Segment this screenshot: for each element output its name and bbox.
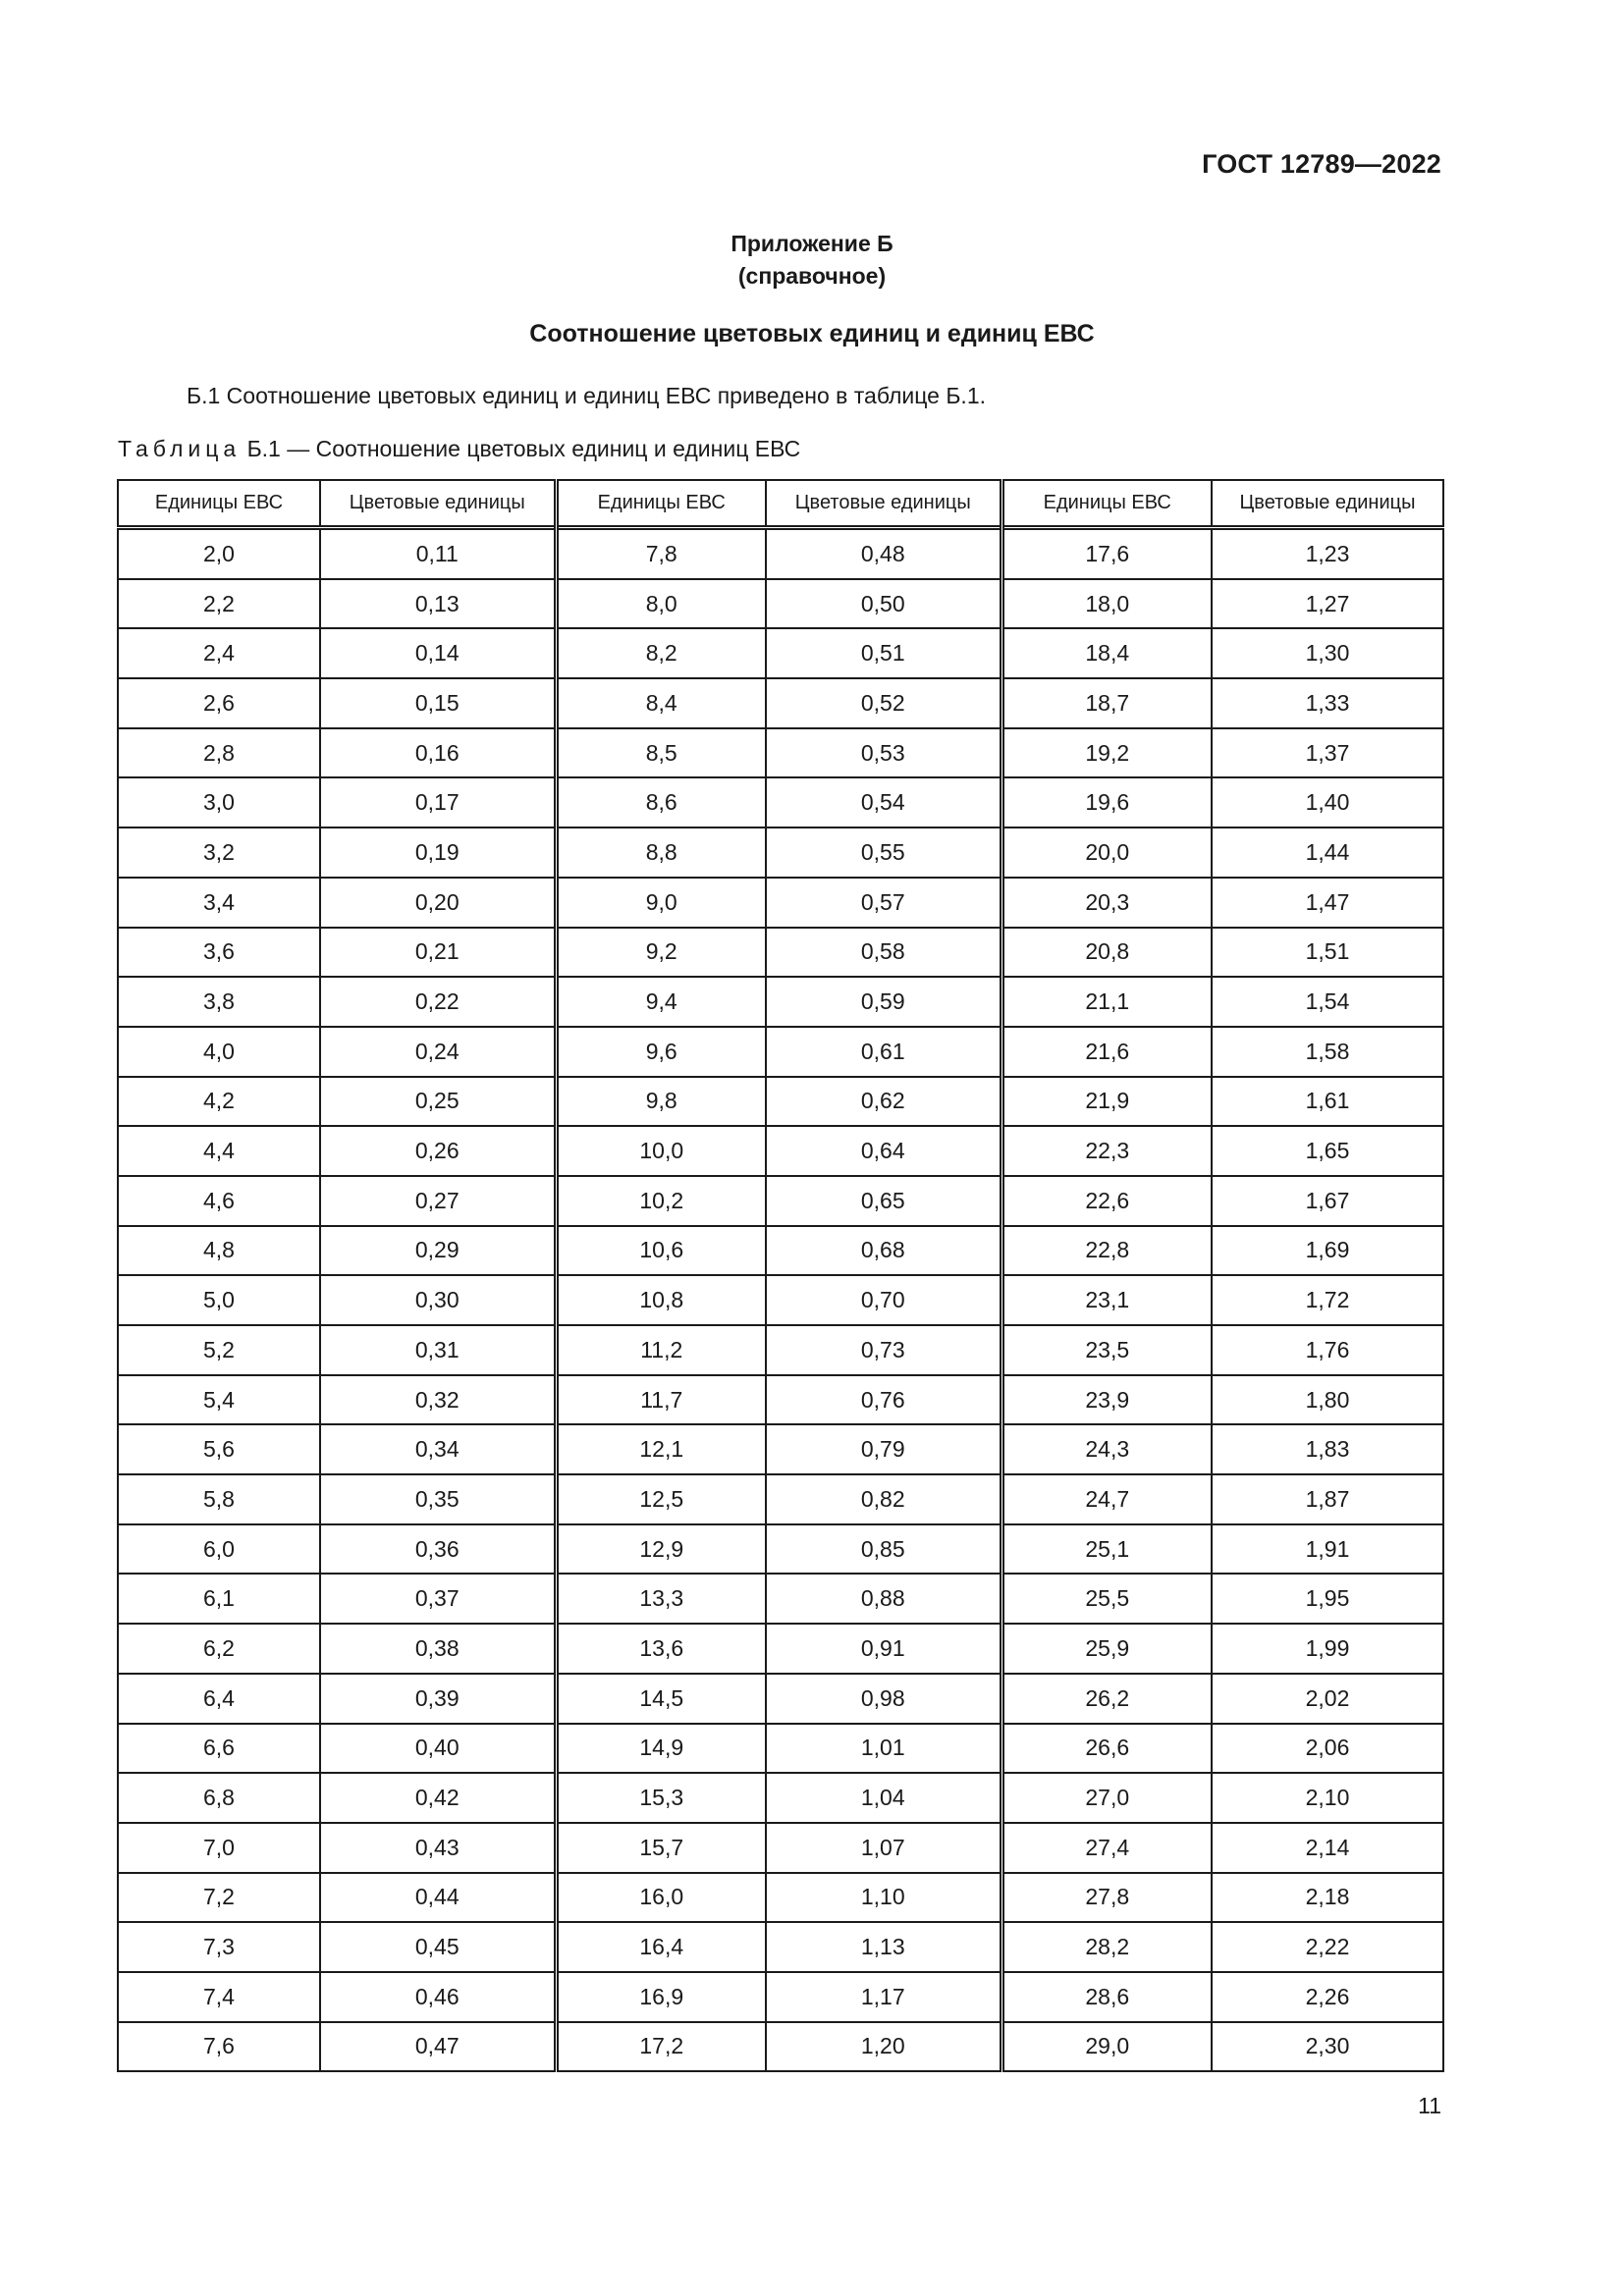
table-cell: 9,2 (556, 928, 766, 978)
table-cell: 0,29 (320, 1226, 556, 1276)
table-cell: 6,4 (118, 1674, 320, 1724)
table-cell: 16,9 (556, 1972, 766, 2022)
table-cell: 1,07 (766, 1823, 1001, 1873)
table-cell: 0,62 (766, 1077, 1001, 1127)
table-cell: 5,4 (118, 1375, 320, 1425)
table-cell: 26,2 (1001, 1674, 1212, 1724)
table-cell: 1,87 (1212, 1474, 1443, 1524)
table-cell: 1,47 (1212, 878, 1443, 928)
table-cell: 1,65 (1212, 1126, 1443, 1176)
table-cell: 0,61 (766, 1027, 1001, 1077)
table-cell: 3,6 (118, 928, 320, 978)
table-cell: 0,54 (766, 777, 1001, 828)
table-cell: 3,8 (118, 977, 320, 1027)
table-cell: 28,6 (1001, 1972, 1212, 2022)
table-cell: 0,11 (320, 528, 556, 579)
table-cell: 0,22 (320, 977, 556, 1027)
table-cell: 1,61 (1212, 1077, 1443, 1127)
table-cell: 0,79 (766, 1424, 1001, 1474)
table-cell: 18,0 (1001, 579, 1212, 629)
annex-subtitle: (справочное) (737, 263, 887, 289)
table-row (118, 1773, 1443, 1823)
table-row (118, 1624, 1443, 1674)
table-row (118, 1176, 1443, 1226)
table-header-cell: Единицы ЕВС (1001, 480, 1212, 528)
table-cell: 5,6 (118, 1424, 320, 1474)
table-cell: 0,68 (766, 1226, 1001, 1276)
table-cell: 8,8 (556, 828, 766, 878)
table-cell: 13,3 (556, 1574, 766, 1624)
table-row (118, 1823, 1443, 1873)
table-cell: 3,0 (118, 777, 320, 828)
table-cell: 2,10 (1212, 1773, 1443, 1823)
conversion-table-container (117, 479, 1442, 2072)
table-cell: 19,2 (1001, 728, 1212, 778)
table-cell: 5,0 (118, 1275, 320, 1325)
section-title: Соотношение цветовых единиц и единиц ЕВС (529, 320, 1095, 347)
table-cell: 1,95 (1212, 1574, 1443, 1624)
table-cell: 8,2 (556, 628, 766, 678)
table-cell: 0,34 (320, 1424, 556, 1474)
table-cell: 8,0 (556, 579, 766, 629)
table-header-cell: Единицы ЕВС (118, 480, 320, 528)
table-cell: 14,5 (556, 1674, 766, 1724)
table-cell: 16,4 (556, 1922, 766, 1972)
table-cell: 17,6 (1001, 528, 1212, 579)
conversion-table (117, 479, 1444, 2072)
table-cell: 1,67 (1212, 1176, 1443, 1226)
table-row (118, 678, 1443, 728)
table-cell: 1,10 (766, 1873, 1001, 1923)
table-cell: 2,22 (1212, 1922, 1443, 1972)
table-cell: 0,43 (320, 1823, 556, 1873)
table-cell: 2,4 (118, 628, 320, 678)
table-cell: 4,8 (118, 1226, 320, 1276)
table-cell: 1,69 (1212, 1226, 1443, 1276)
table-cell: 0,59 (766, 977, 1001, 1027)
table-cell: 26,6 (1001, 1724, 1212, 1774)
table-cell: 0,52 (766, 678, 1001, 728)
table-row (118, 579, 1443, 629)
table-cell: 0,38 (320, 1624, 556, 1674)
table-cell: 2,6 (118, 678, 320, 728)
table-cell: 1,17 (766, 1972, 1001, 2022)
table-cell: 2,18 (1212, 1873, 1443, 1923)
table-row (118, 1077, 1443, 1127)
table-row (118, 1724, 1443, 1774)
table-row (118, 1873, 1443, 1923)
table-cell: 1,23 (1212, 528, 1443, 579)
table-row (118, 2022, 1443, 2072)
table-cell: 8,5 (556, 728, 766, 778)
table-cell: 21,1 (1001, 977, 1212, 1027)
table-cell: 3,2 (118, 828, 320, 878)
table-cell: 6,1 (118, 1574, 320, 1624)
table-cell: 12,9 (556, 1524, 766, 1575)
table-cell: 27,0 (1001, 1773, 1212, 1823)
table-row (118, 1325, 1443, 1375)
table-cell: 0,32 (320, 1375, 556, 1425)
table-cell: 0,70 (766, 1275, 1001, 1325)
table-cell: 20,3 (1001, 878, 1212, 928)
table-row (118, 528, 1443, 579)
table-cell: 9,4 (556, 977, 766, 1027)
table-header-cell: Единицы ЕВС (556, 480, 766, 528)
table-cell: 1,76 (1212, 1325, 1443, 1375)
table-cell: 0,21 (320, 928, 556, 978)
table-cell: 29,0 (1001, 2022, 1212, 2072)
table-cell: 8,6 (556, 777, 766, 828)
table-cell: 3,4 (118, 878, 320, 928)
table-row (118, 728, 1443, 778)
table-header-cell: Цветовые единицы (320, 480, 556, 528)
table-cell: 22,8 (1001, 1226, 1212, 1276)
table-cell: 1,54 (1212, 977, 1443, 1027)
document-code: ГОСТ 12789—2022 (1202, 149, 1441, 179)
table-cell: 7,0 (118, 1823, 320, 1873)
table-cell: 22,3 (1001, 1126, 1212, 1176)
table-cell: 16,0 (556, 1873, 766, 1923)
table-cell: 0,19 (320, 828, 556, 878)
table-cell: 1,33 (1212, 678, 1443, 728)
table-row (118, 878, 1443, 928)
annex-heading (0, 228, 1624, 293)
table-caption-label: Таблица (118, 436, 242, 461)
table-body (118, 528, 1443, 2072)
table-cell: 10,8 (556, 1275, 766, 1325)
table-row (118, 1375, 1443, 1425)
table-cell: 1,99 (1212, 1624, 1443, 1674)
table-cell: 1,40 (1212, 777, 1443, 828)
table-cell: 11,7 (556, 1375, 766, 1425)
table-cell: 0,27 (320, 1176, 556, 1226)
table-cell: 24,7 (1001, 1474, 1212, 1524)
table-cell: 17,2 (556, 2022, 766, 2072)
table-cell: 20,8 (1001, 928, 1212, 978)
table-row (118, 777, 1443, 828)
table-row (118, 1922, 1443, 1972)
table-cell: 2,0 (118, 528, 320, 579)
table-cell: 6,0 (118, 1524, 320, 1575)
table-row (118, 628, 1443, 678)
table-cell: 0,42 (320, 1773, 556, 1823)
table-cell: 0,15 (320, 678, 556, 728)
table-row (118, 1027, 1443, 1077)
table-cell: 0,14 (320, 628, 556, 678)
table-cell: 25,1 (1001, 1524, 1212, 1575)
table-cell: 0,98 (766, 1674, 1001, 1724)
table-header-row (118, 480, 1443, 528)
table-cell: 9,0 (556, 878, 766, 928)
table-cell: 0,40 (320, 1724, 556, 1774)
table-cell: 2,14 (1212, 1823, 1443, 1873)
page-number: 11 (1418, 2093, 1441, 2118)
table-cell: 20,0 (1001, 828, 1212, 878)
table-cell: 0,88 (766, 1574, 1001, 1624)
table-cell: 0,39 (320, 1674, 556, 1724)
table-cell: 2,30 (1212, 2022, 1443, 2072)
table-cell: 8,4 (556, 678, 766, 728)
table-cell: 0,85 (766, 1524, 1001, 1575)
table-cell: 23,9 (1001, 1375, 1212, 1425)
table-cell: 0,65 (766, 1176, 1001, 1226)
table-cell: 7,8 (556, 528, 766, 579)
table-cell: 27,8 (1001, 1873, 1212, 1923)
table-cell: 4,2 (118, 1077, 320, 1127)
table-cell: 10,0 (556, 1126, 766, 1176)
table-cell: 1,80 (1212, 1375, 1443, 1425)
table-cell: 11,2 (556, 1325, 766, 1375)
table-row (118, 1275, 1443, 1325)
table-cell: 0,25 (320, 1077, 556, 1127)
table-cell: 2,8 (118, 728, 320, 778)
table-cell: 18,4 (1001, 628, 1212, 678)
table-cell: 1,51 (1212, 928, 1443, 978)
table-cell: 0,37 (320, 1574, 556, 1624)
table-row (118, 1424, 1443, 1474)
table-cell: 22,6 (1001, 1176, 1212, 1226)
table-cell: 0,53 (766, 728, 1001, 778)
table-caption (118, 436, 800, 462)
table-caption-text: Б.1 — Соотношение цветовых единиц и единиц ЕВС (241, 436, 801, 461)
table-cell: 10,2 (556, 1176, 766, 1226)
table-cell: 0,58 (766, 928, 1001, 978)
table-cell: 25,9 (1001, 1624, 1212, 1674)
table-cell: 24,3 (1001, 1424, 1212, 1474)
table-cell: 9,8 (556, 1077, 766, 1127)
table-cell: 7,3 (118, 1922, 320, 1972)
table-row (118, 928, 1443, 978)
table-cell: 1,83 (1212, 1424, 1443, 1474)
table-cell: 1,58 (1212, 1027, 1443, 1077)
table-cell: 7,2 (118, 1873, 320, 1923)
table-cell: 1,37 (1212, 728, 1443, 778)
table-cell: 7,6 (118, 2022, 320, 2072)
table-cell: 2,26 (1212, 1972, 1443, 2022)
table-cell: 0,35 (320, 1474, 556, 1524)
table-cell: 12,1 (556, 1424, 766, 1474)
table-cell: 1,20 (766, 2022, 1001, 2072)
table-cell: 7,4 (118, 1972, 320, 2022)
table-cell: 0,48 (766, 528, 1001, 579)
table-cell: 6,6 (118, 1724, 320, 1774)
table-cell: 0,13 (320, 579, 556, 629)
table-cell: 1,27 (1212, 579, 1443, 629)
table-cell: 0,76 (766, 1375, 1001, 1425)
table-row (118, 1226, 1443, 1276)
table-cell: 2,2 (118, 579, 320, 629)
table-cell: 4,4 (118, 1126, 320, 1176)
table-cell: 21,6 (1001, 1027, 1212, 1077)
table-row (118, 1972, 1443, 2022)
table-cell: 23,5 (1001, 1325, 1212, 1375)
table-cell: 0,30 (320, 1275, 556, 1325)
table-cell: 5,8 (118, 1474, 320, 1524)
table-cell: 21,9 (1001, 1077, 1212, 1127)
table-cell: 2,02 (1212, 1674, 1443, 1724)
table-cell: 1,13 (766, 1922, 1001, 1972)
table-cell: 0,26 (320, 1126, 556, 1176)
table-row (118, 1474, 1443, 1524)
table-cell: 4,0 (118, 1027, 320, 1077)
table-row (118, 1126, 1443, 1176)
table-cell: 27,4 (1001, 1823, 1212, 1873)
table-cell: 14,9 (556, 1724, 766, 1774)
table-cell: 23,1 (1001, 1275, 1212, 1325)
table-cell: 15,7 (556, 1823, 766, 1873)
table-cell: 0,51 (766, 628, 1001, 678)
table-cell: 0,91 (766, 1624, 1001, 1674)
table-cell: 0,50 (766, 579, 1001, 629)
table-cell: 0,55 (766, 828, 1001, 878)
table-cell: 0,36 (320, 1524, 556, 1575)
table-cell: 18,7 (1001, 678, 1212, 728)
table-cell: 1,30 (1212, 628, 1443, 678)
table-cell: 10,6 (556, 1226, 766, 1276)
table-cell: 4,6 (118, 1176, 320, 1226)
table-cell: 0,31 (320, 1325, 556, 1375)
table-cell: 0,46 (320, 1972, 556, 2022)
table-cell: 0,17 (320, 777, 556, 828)
table-cell: 9,6 (556, 1027, 766, 1077)
table-cell: 0,20 (320, 878, 556, 928)
table-row (118, 1574, 1443, 1624)
table-cell: 0,45 (320, 1922, 556, 1972)
table-cell: 0,82 (766, 1474, 1001, 1524)
table-cell: 0,47 (320, 2022, 556, 2072)
table-cell: 1,01 (766, 1724, 1001, 1774)
table-cell: 0,44 (320, 1873, 556, 1923)
table-cell: 1,04 (766, 1773, 1001, 1823)
table-cell: 0,16 (320, 728, 556, 778)
table-cell: 12,5 (556, 1474, 766, 1524)
table-cell: 0,24 (320, 1027, 556, 1077)
table-cell: 28,2 (1001, 1922, 1212, 1972)
table-header-cell: Цветовые единицы (766, 480, 1001, 528)
table-cell: 15,3 (556, 1773, 766, 1823)
table-cell: 1,72 (1212, 1275, 1443, 1325)
table-row (118, 977, 1443, 1027)
table-row (118, 1674, 1443, 1724)
table-cell: 13,6 (556, 1624, 766, 1674)
table-cell: 0,64 (766, 1126, 1001, 1176)
annex-title: Приложение Б (731, 231, 893, 256)
table-cell: 6,8 (118, 1773, 320, 1823)
table-header-cell: Цветовые единицы (1212, 480, 1443, 528)
table-cell: 1,44 (1212, 828, 1443, 878)
table-cell: 1,91 (1212, 1524, 1443, 1575)
table-cell: 5,2 (118, 1325, 320, 1375)
table-cell: 6,2 (118, 1624, 320, 1674)
intro-paragraph: Б.1 Соотношение цветовых единиц и единиц ЕВС приведено в таблице Б.1. (187, 383, 986, 408)
table-cell: 0,73 (766, 1325, 1001, 1375)
table-cell: 2,06 (1212, 1724, 1443, 1774)
table-cell: 19,6 (1001, 777, 1212, 828)
table-row (118, 1524, 1443, 1575)
table-cell: 0,57 (766, 878, 1001, 928)
table-cell: 25,5 (1001, 1574, 1212, 1624)
table-row (118, 828, 1443, 878)
